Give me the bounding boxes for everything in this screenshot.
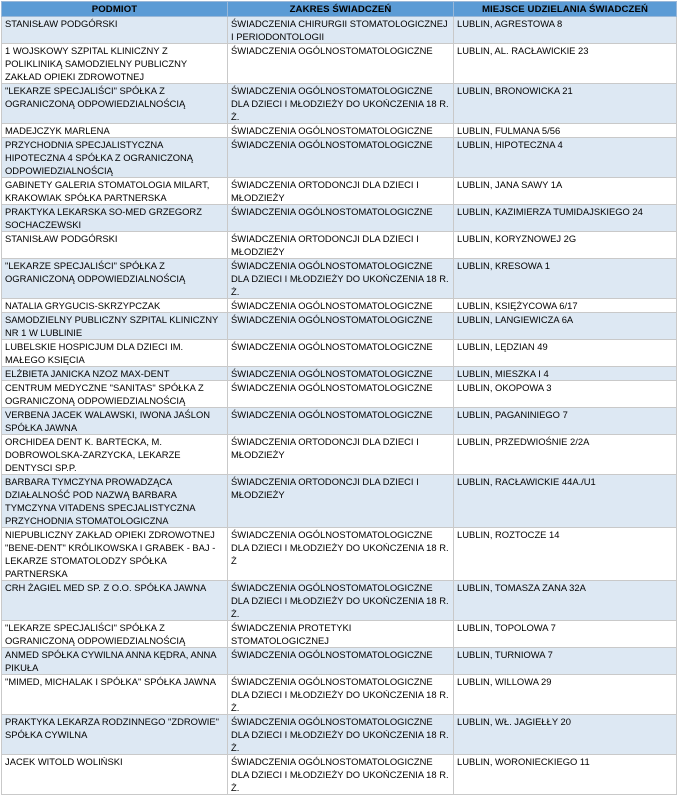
cell-podmiot: PRZYCHODNIA SPECJALISTYCZNA HIPOTECZNA 4 SPÓŁKA Z OGRANICZONĄ ODPOWIEDZIALNOŚCIĄ <box>2 138 228 178</box>
cell-miejsce: LUBLIN, TOMASZA ZANA 32A <box>454 581 677 621</box>
cell-podmiot: GABINETY GALERIA STOMATOLOGIA MILART, KRAKOWIAK SPÓŁKA PARTNERSKA <box>2 178 228 205</box>
cell-zakres: ŚWIADCZENIA OGÓLNOSTOMATOLOGICZNE DLA DZIECI I MŁODZIEŻY DO UKOŃCZENIA 18 R. Ż. <box>228 259 454 299</box>
cell-podmiot: ANMED SPÓŁKA CYWILNA ANNA KĘDRA, ANNA PIKUŁA <box>2 648 228 675</box>
table-row <box>2 138 677 178</box>
table-row <box>2 17 677 44</box>
cell-miejsce: LUBLIN, BRONOWICKA 21 <box>454 84 677 124</box>
header-row <box>2 2 677 17</box>
cell-zakres: ŚWIADCZENIA OGÓLNOSTOMATOLOGICZNE DLA DZIECI I MŁODZIEŻY DO UKOŃCZENIA 18 R. Ż. <box>228 675 454 715</box>
cell-miejsce: LUBLIN, FULMANA 5/56 <box>454 124 677 138</box>
cell-podmiot: CENTRUM MEDYCZNE "SANITAS" SPÓŁKA Z OGRANICZONĄ ODPOWIEDZIALNOŚCIĄ <box>2 381 228 408</box>
cell-podmiot: NIEPUBLICZNY ZAKŁAD OPIEKI ZDROWOTNEJ "BENE-DENT" KRÓLIKOWSKA I GRABEK - BAJ - LEKARZE STOMATOLODZY SPÓŁKA PARTNERSKA <box>2 528 228 581</box>
table-row <box>2 675 677 715</box>
cell-zakres: ŚWIADCZENIA OGÓLNOSTOMATOLOGICZNE <box>228 408 454 435</box>
table-row <box>2 381 677 408</box>
cell-zakres: ŚWIADCZENIA OGÓLNOSTOMATOLOGICZNE <box>228 205 454 232</box>
table-row <box>2 621 677 648</box>
cell-podmiot: ORCHIDEA DENT K. BARTECKA, M. DOBROWOLSKA-ZARZYCKA, LEKARZE DENTYSCI SP.P. <box>2 435 228 475</box>
table-row <box>2 340 677 367</box>
cell-miejsce: LUBLIN, WORONIECKIEGO 11 <box>454 755 677 795</box>
providers-table-container <box>1 1 676 795</box>
cell-zakres: ŚWIADCZENIA ORTODONCJI DLA DZIECI I MŁODZIEŻY <box>228 475 454 528</box>
table-row <box>2 755 677 795</box>
table-row <box>2 435 677 475</box>
cell-miejsce: LUBLIN, AGRESTOWA 8 <box>454 17 677 44</box>
cell-podmiot: PRAKTYKA LEKARZA RODZINNEGO "ZDROWIE" SPÓŁKA CYWILNA <box>2 715 228 755</box>
cell-podmiot: "LEKARZE SPECJALIŚCI" SPÓŁKA Z OGRANICZONĄ ODPOWIEDZIALNOŚCIĄ <box>2 84 228 124</box>
cell-miejsce: LUBLIN, RACŁAWICKIE 44A./U1 <box>454 475 677 528</box>
table-row <box>2 408 677 435</box>
cell-zakres: ŚWIADCZENIA OGÓLNOSTOMATOLOGICZNE <box>228 367 454 381</box>
cell-miejsce: LUBLIN, AL. RACŁAWICKIE 23 <box>454 44 677 84</box>
cell-miejsce: LUBLIN, PAGANINIEGO 7 <box>454 408 677 435</box>
cell-zakres: ŚWIADCZENIA PROTETYKI STOMATOLOGICZNEJ <box>228 621 454 648</box>
cell-zakres: ŚWIADCZENIA OGÓLNOSTOMATOLOGICZNE <box>228 124 454 138</box>
table-row <box>2 313 677 340</box>
column-header-podmiot: PODMIOT <box>2 2 228 17</box>
cell-podmiot: STANISŁAW PODGÓRSKI <box>2 232 228 259</box>
cell-zakres: ŚWIADCZENIA OGÓLNOSTOMATOLOGICZNE <box>228 299 454 313</box>
cell-zakres: ŚWIADCZENIA ORTODONCJI DLA DZIECI I MŁODZIEŻY <box>228 178 454 205</box>
cell-miejsce: LUBLIN, TURNIOWA 7 <box>454 648 677 675</box>
cell-podmiot: "LEKARZE SPECJALIŚCI" SPÓŁKA Z OGRANICZONĄ ODPOWIEDZIALNOŚCIĄ <box>2 621 228 648</box>
table-row <box>2 84 677 124</box>
cell-zakres: ŚWIADCZENIA OGÓLNOSTOMATOLOGICZNE <box>228 313 454 340</box>
cell-podmiot: "LEKARZE SPECJALIŚCI" SPÓŁKA Z OGRANICZONĄ ODPOWIEDZIALNOŚCIĄ <box>2 259 228 299</box>
cell-podmiot: LUBELSKIE HOSPICJUM DLA DZIECI IM. MAŁEGO KSIĘCIA <box>2 340 228 367</box>
cell-miejsce: LUBLIN, KSIĘŻYCOWA 6/17 <box>454 299 677 313</box>
table-row <box>2 528 677 581</box>
cell-podmiot: "MIMED, MICHALAK I SPÓŁKA" SPÓŁKA JAWNA <box>2 675 228 715</box>
table-row <box>2 44 677 84</box>
cell-miejsce: LUBLIN, PRZEDWIOŚNIE 2/2A <box>454 435 677 475</box>
cell-zakres: ŚWIADCZENIA ORTODONCJI DLA DZIECI I MŁODZIEŻY <box>228 435 454 475</box>
cell-miejsce: LUBLIN, TOPOLOWA 7 <box>454 621 677 648</box>
column-header-zakres: ZAKRES ŚWIADCZEŃ <box>228 2 454 17</box>
cell-miejsce: LUBLIN, JANA SAWY 1A <box>454 178 677 205</box>
cell-podmiot: STANISŁAW PODGÓRSKI <box>2 17 228 44</box>
cell-miejsce: LUBLIN, WŁ. JAGIEŁŁY 20 <box>454 715 677 755</box>
cell-miejsce: LUBLIN, KORYZNOWEJ 2G <box>454 232 677 259</box>
cell-podmiot: 1 WOJSKOWY SZPITAL KLINICZNY Z POLIKLINIKĄ SAMODZIELNY PUBLICZNY ZAKŁAD OPIEKI ZDROWOTNEJ <box>2 44 228 84</box>
table-row <box>2 581 677 621</box>
table-row <box>2 475 677 528</box>
cell-podmiot: BARBARA TYMCZYNA PROWADZĄCA DZIAŁALNOŚĆ POD NAZWĄ BARBARA TYMCZYNA VITADENS SPECJALISTYCZNA PRZYCHODNIA STOMATOLOGICZNA <box>2 475 228 528</box>
cell-podmiot: VERBENA JACEK WALAWSKI, IWONA JAŚLON SPÓŁKA JAWNA <box>2 408 228 435</box>
cell-zakres: ŚWIADCZENIA OGÓLNOSTOMATOLOGICZNE <box>228 138 454 178</box>
cell-miejsce: LUBLIN, MIESZKA I 4 <box>454 367 677 381</box>
column-header-miejsce: MIEJSCE UDZIELANIA ŚWIADCZEŃ <box>454 2 677 17</box>
cell-podmiot: PRAKTYKA LEKARSKA SO-MED GRZEGORZ SOCHACZEWSKI <box>2 205 228 232</box>
cell-zakres: ŚWIADCZENIA OGÓLNOSTOMATOLOGICZNE DLA DZIECI I MŁODZIEŻY DO UKOŃCZENIA 18 R. Ż. <box>228 581 454 621</box>
cell-zakres: ŚWIADCZENIA ORTODONCJI DLA DZIECI I MŁODZIEŻY <box>228 232 454 259</box>
cell-miejsce: LUBLIN, LĘDZIAN 49 <box>454 340 677 367</box>
cell-podmiot: JACEK WITOLD WOLIŃSKI <box>2 755 228 795</box>
cell-miejsce: LUBLIN, LANGIEWICZA 6A <box>454 313 677 340</box>
cell-zakres: ŚWIADCZENIA OGÓLNOSTOMATOLOGICZNE DLA DZIECI I MŁODZIEŻY DO UKOŃCZENIA 18 R. Ż. <box>228 755 454 795</box>
providers-table <box>1 1 677 795</box>
cell-zakres: ŚWIADCZENIA CHIRURGII STOMATOLOGICZNEJ I PERIODONTOLOGII <box>228 17 454 44</box>
cell-podmiot: NATALIA GRYGUCIS-SKRZYPCZAK <box>2 299 228 313</box>
table-row <box>2 205 677 232</box>
cell-zakres: ŚWIADCZENIA OGÓLNOSTOMATOLOGICZNE <box>228 44 454 84</box>
cell-podmiot: SAMODZIELNY PUBLICZNY SZPITAL KLINICZNY NR 1 W LUBLINIE <box>2 313 228 340</box>
cell-podmiot: CRH ŻAGIEL MED SP. Z O.O. SPÓŁKA JAWNA <box>2 581 228 621</box>
cell-zakres: ŚWIADCZENIA OGÓLNOSTOMATOLOGICZNE <box>228 648 454 675</box>
cell-miejsce: LUBLIN, WILLOWA 29 <box>454 675 677 715</box>
cell-zakres: ŚWIADCZENIA OGÓLNOSTOMATOLOGICZNE <box>228 340 454 367</box>
cell-miejsce: LUBLIN, KRESOWA 1 <box>454 259 677 299</box>
cell-podmiot: ELŻBIETA JANICKA NZOZ MAX-DENT <box>2 367 228 381</box>
table-row <box>2 648 677 675</box>
cell-zakres: ŚWIADCZENIA OGÓLNOSTOMATOLOGICZNE DLA DZIECI I MŁODZIEŻY DO UKOŃCZENIA 18 R. Ż. <box>228 84 454 124</box>
table-header <box>2 2 677 17</box>
cell-miejsce: LUBLIN, OKOPOWA 3 <box>454 381 677 408</box>
table-row <box>2 715 677 755</box>
table-body <box>2 17 677 795</box>
table-row <box>2 259 677 299</box>
cell-zakres: ŚWIADCZENIA OGÓLNOSTOMATOLOGICZNE DLA DZIECI I MŁODZIEŻY DO UKOŃCZENIA 18 R. Ż <box>228 528 454 581</box>
table-row <box>2 178 677 205</box>
table-row <box>2 367 677 381</box>
table-row <box>2 124 677 138</box>
cell-podmiot: MADEJCZYK MARLENA <box>2 124 228 138</box>
cell-zakres: ŚWIADCZENIA OGÓLNOSTOMATOLOGICZNE <box>228 381 454 408</box>
cell-miejsce: LUBLIN, ROZTOCZE 14 <box>454 528 677 581</box>
table-row <box>2 232 677 259</box>
table-row <box>2 299 677 313</box>
cell-zakres: ŚWIADCZENIA OGÓLNOSTOMATOLOGICZNE DLA DZIECI I MŁODZIEŻY DO UKOŃCZENIA 18 R. Ż. <box>228 715 454 755</box>
cell-miejsce: LUBLIN, HIPOTECZNA 4 <box>454 138 677 178</box>
cell-miejsce: LUBLIN, KAZIMIERZA TUMIDAJSKIEGO 24 <box>454 205 677 232</box>
